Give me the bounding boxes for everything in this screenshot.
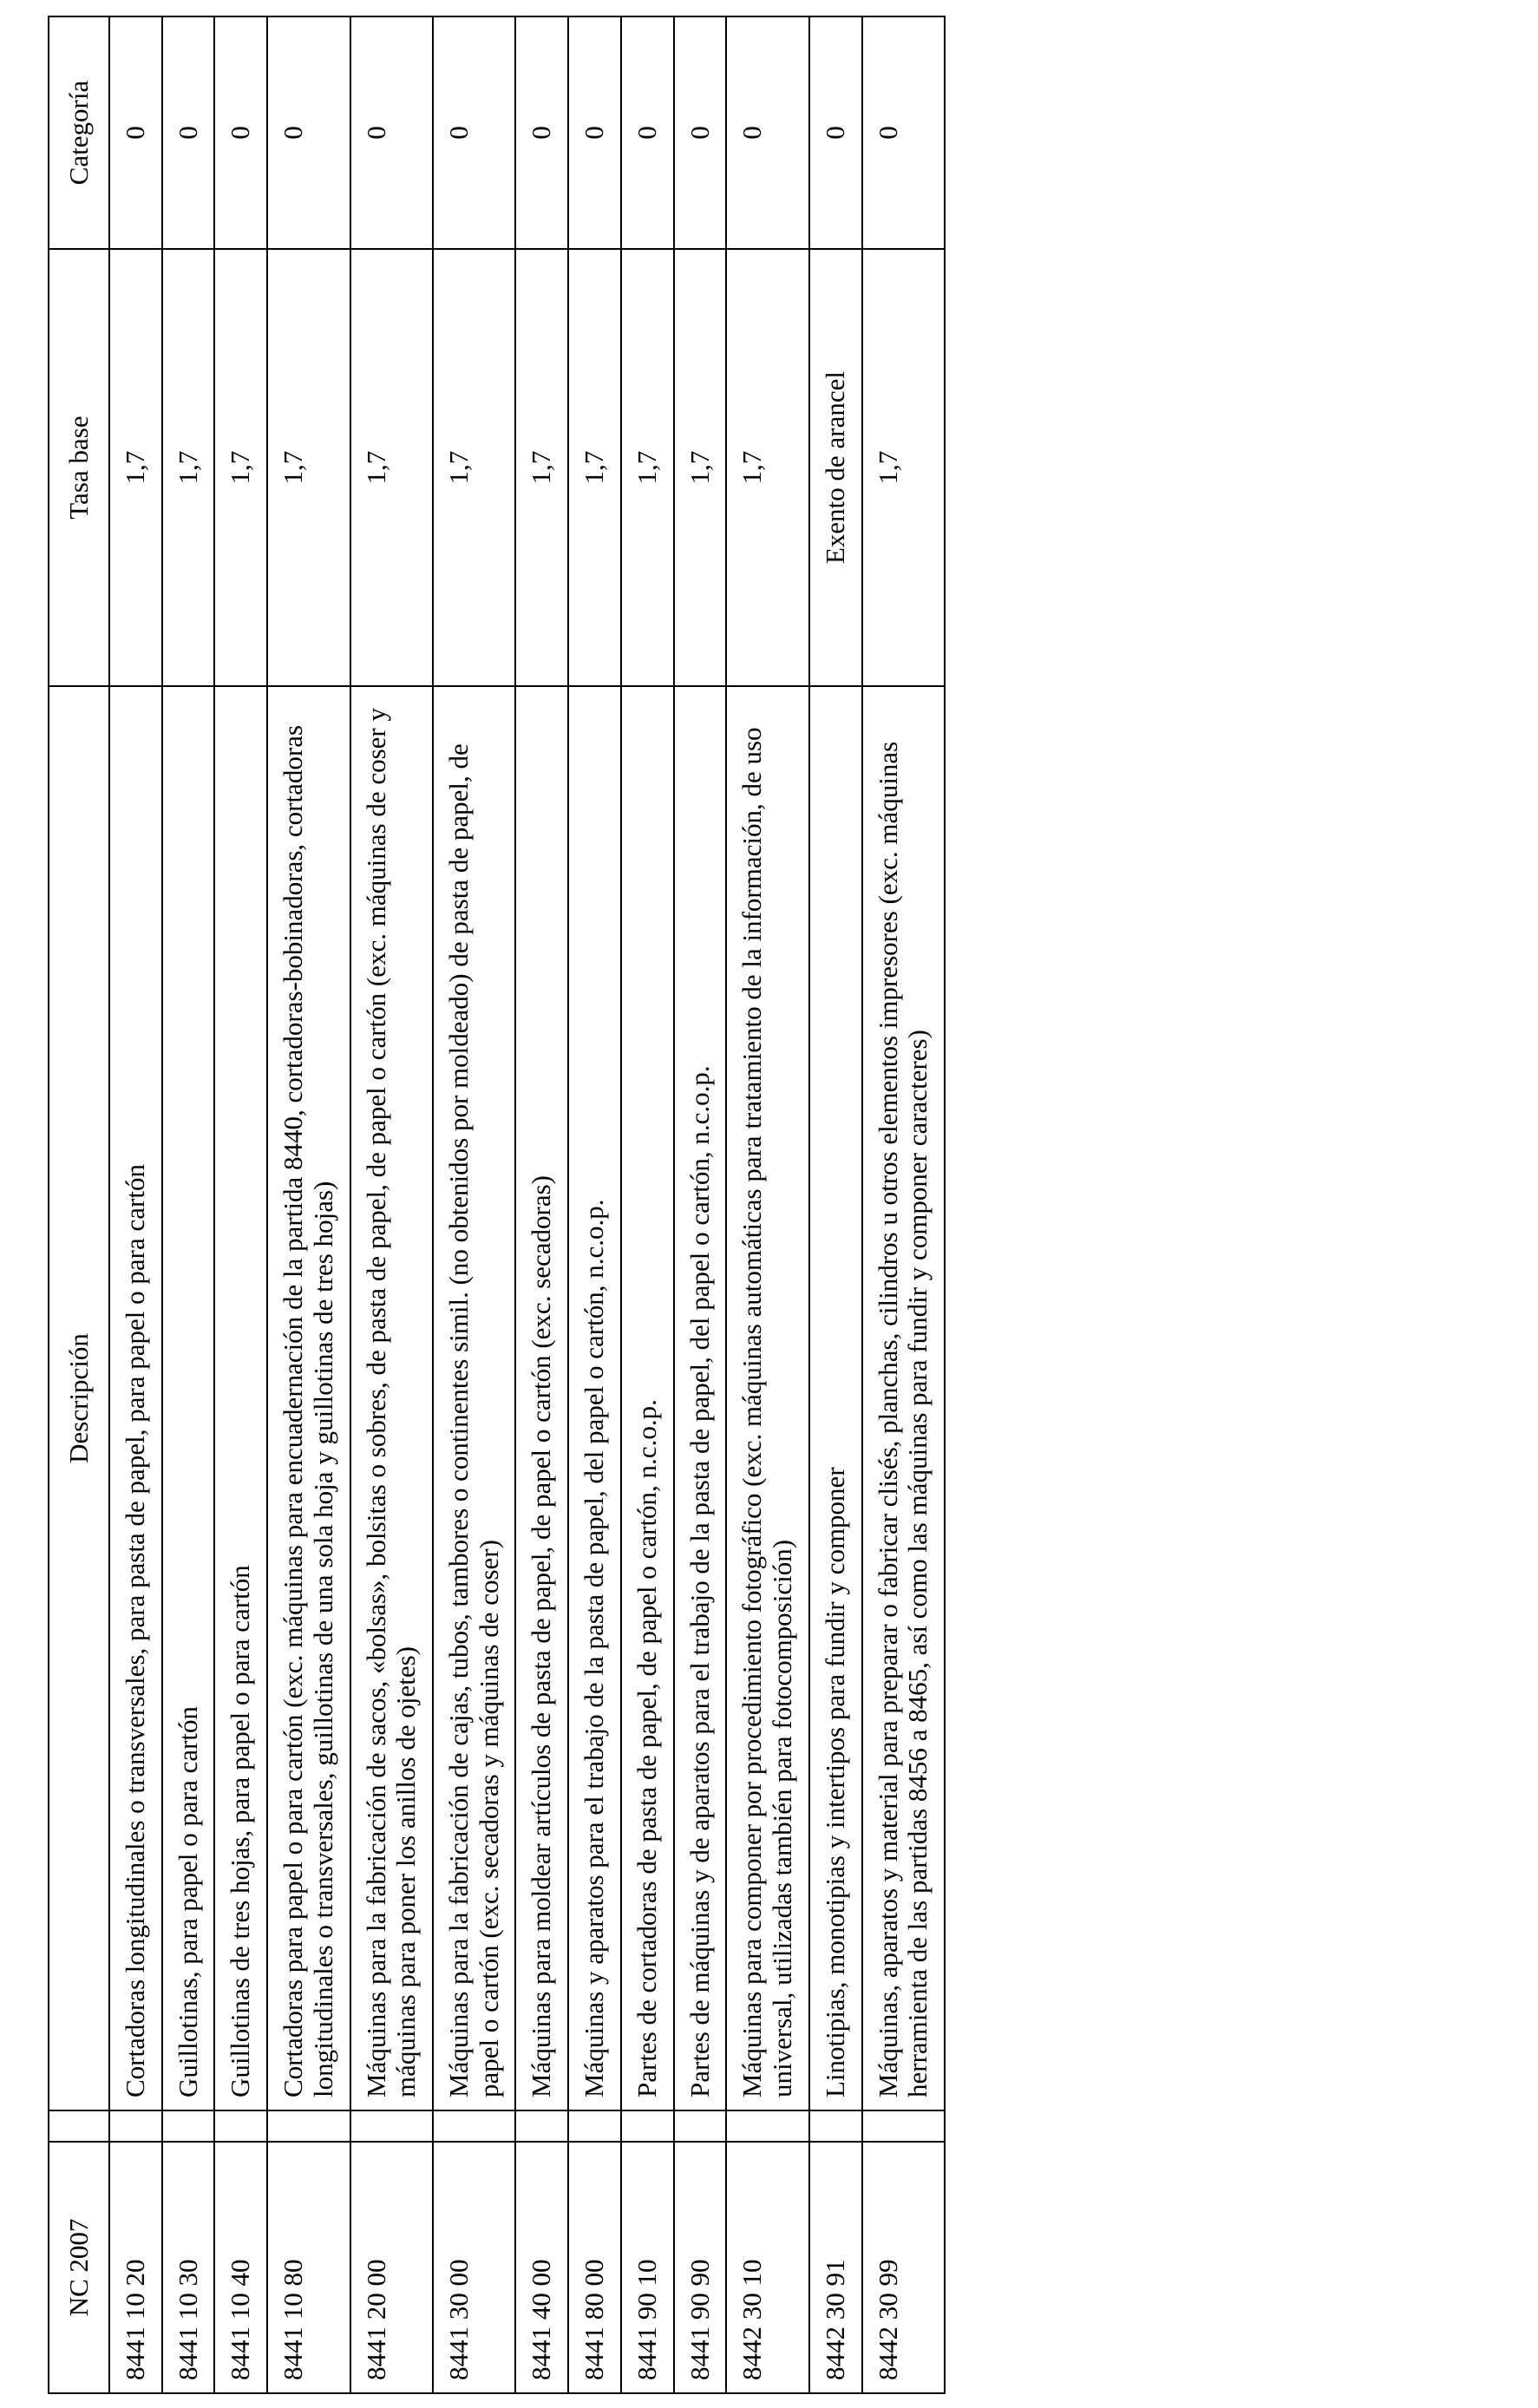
row-description: Máquinas para la fabricación de cajas, tubos, tambores o continentes simil. (no obtenidos por moldeado) de pasta de papel, de papel o cartón (exc. secadoras y máquinas de coser) <box>433 686 515 2110</box>
table-row <box>726 16 808 2393</box>
row-rate: 1,7 <box>568 249 621 686</box>
row-rate: 1,7 <box>726 249 808 686</box>
row-description: Máquinas para la fabricación de sacos, «bolsas», bolsitas o sobres, de pasta de papel, de papel o cartón (exc. máquinas de coser y máquinas para poner los anillos de ojetes) <box>350 686 433 2110</box>
row-description: Partes de máquinas y de aparatos para el trabajo de la pasta de papel, del papel o cartón, n.c.o.p. <box>674 686 727 2110</box>
row-description: Máquinas y aparatos para el trabajo de la pasta de papel, del papel o cartón, n.c.o.p. <box>568 686 621 2110</box>
table-row <box>214 16 267 2393</box>
row-code: 8441 10 30 <box>162 2142 215 2393</box>
row-category: 0 <box>674 16 727 249</box>
header-rate: Tasa base <box>49 249 109 686</box>
row-description: Cortadoras longitudinales o transversales, para pasta de papel, para papel o para cartón <box>109 686 162 2110</box>
row-spacer <box>267 2110 350 2142</box>
header-code: NC 2007 <box>49 2142 109 2393</box>
row-rate: 1,7 <box>109 249 162 686</box>
row-code: 8442 30 99 <box>862 2142 945 2393</box>
row-description: Máquinas para moldear artículos de pasta de papel, de papel o cartón (exc. secadoras) <box>515 686 568 2110</box>
row-spacer <box>515 2110 568 2142</box>
table-row <box>267 16 350 2393</box>
row-category: 0 <box>726 16 808 249</box>
row-spacer <box>568 2110 621 2142</box>
row-spacer <box>621 2110 674 2142</box>
table-row <box>433 16 515 2393</box>
table-header-row <box>49 16 109 2393</box>
row-category: 0 <box>162 16 215 249</box>
row-spacer <box>109 2110 162 2142</box>
row-category: 0 <box>568 16 621 249</box>
header-description: Descripción <box>49 686 109 2110</box>
row-rate: 1,7 <box>862 249 945 686</box>
row-code: 8441 90 90 <box>674 2142 727 2393</box>
table-row <box>162 16 215 2393</box>
row-description: Guillotinas, para papel o para cartón <box>162 686 215 2110</box>
header-category: Categoría <box>49 16 109 249</box>
row-description: Cortadoras para papel o para cartón (exc. máquinas para encuadernación de la partida 8440, cortadoras-bobinadoras, cortadoras longitudinales o transversales, guillotinas de una sola hoja y guillotinas de tres hojas) <box>267 686 350 2110</box>
row-spacer <box>214 2110 267 2142</box>
row-rate: Exento de arancel <box>809 249 862 686</box>
row-description: Máquinas, aparatos y material para preparar o fabricar clisés, planchas, cilindros u otros elementos impresores (exc. máquinas herramienta de las partidas 8456 a 8465, así como las máquinas para fundir y componer caracteres) <box>862 686 945 2110</box>
table-row <box>109 16 162 2393</box>
row-category: 0 <box>350 16 433 249</box>
row-description: Linotipias, monotipias y intertipos para fundir y componer <box>809 686 862 2110</box>
header-spacer <box>49 2110 109 2142</box>
row-spacer <box>433 2110 515 2142</box>
row-spacer <box>726 2110 808 2142</box>
row-rate: 1,7 <box>674 249 727 686</box>
row-spacer <box>809 2110 862 2142</box>
row-category: 0 <box>109 16 162 249</box>
rotated-page <box>48 17 1054 2394</box>
row-code: 8442 30 91 <box>809 2142 862 2393</box>
row-rate: 1,7 <box>515 249 568 686</box>
row-spacer <box>862 2110 945 2142</box>
row-code: 8441 90 10 <box>621 2142 674 2393</box>
row-rate: 1,7 <box>214 249 267 686</box>
table-row <box>568 16 621 2393</box>
row-category: 0 <box>515 16 568 249</box>
tariff-table <box>48 16 946 2394</box>
table-row <box>621 16 674 2393</box>
row-rate: 1,7 <box>267 249 350 686</box>
row-description: Máquinas para componer por procedimiento fotográfico (exc. máquinas automáticas para tratamiento de la información, de uso universal, utilizadas también para fotocomposición) <box>726 686 808 2110</box>
row-rate: 1,7 <box>621 249 674 686</box>
row-code: 8441 30 00 <box>433 2142 515 2393</box>
row-code: 8441 40 00 <box>515 2142 568 2393</box>
row-spacer <box>674 2110 727 2142</box>
row-code: 8442 30 10 <box>726 2142 808 2393</box>
row-code: 8441 10 80 <box>267 2142 350 2393</box>
row-spacer <box>162 2110 215 2142</box>
row-rate: 1,7 <box>162 249 215 686</box>
row-code: 8441 10 20 <box>109 2142 162 2393</box>
row-category: 0 <box>267 16 350 249</box>
row-category: 0 <box>214 16 267 249</box>
row-description: Guillotinas de tres hojas, para papel o para cartón <box>214 686 267 2110</box>
row-spacer <box>350 2110 433 2142</box>
table-row <box>350 16 433 2393</box>
table-row <box>862 16 945 2393</box>
row-category: 0 <box>621 16 674 249</box>
table-row <box>515 16 568 2393</box>
row-code: 8441 20 00 <box>350 2142 433 2393</box>
row-category: 0 <box>433 16 515 249</box>
table-row <box>674 16 727 2393</box>
row-description: Partes de cortadoras de pasta de papel, de papel o cartón, n.c.o.p. <box>621 686 674 2110</box>
row-category: 0 <box>862 16 945 249</box>
row-code: 8441 10 40 <box>214 2142 267 2393</box>
row-code: 8441 80 00 <box>568 2142 621 2393</box>
table-row <box>809 16 862 2393</box>
row-category: 0 <box>809 16 862 249</box>
row-rate: 1,7 <box>350 249 433 686</box>
row-rate: 1,7 <box>433 249 515 686</box>
